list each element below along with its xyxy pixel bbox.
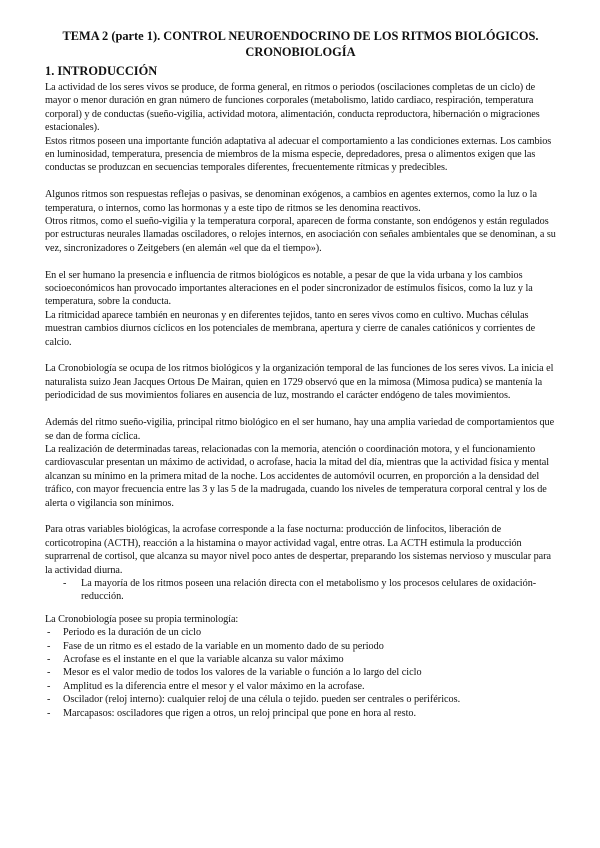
paragraph-9: La realización de determinadas tareas, relacionadas con la memoria, atención o coordinación motora, y el funcionamiento cardiovascular presentan un máximo de actividad, o acrofase, hacia la mitad del día, mientras que la actividad física y mental alcanzan su mínimo en la primera mitad de la noche. Los accidentes de automóvil ocurren, en proporción a la densidad del tráfico, con mayor frecuencia entre las 3 y las 5 de la madrugada, cuando los niveles de temperatura corporal central y los de alerta o vigilancia son mínimos. [45,443,550,509]
paragraph-1: La actividad de los seres vivos se produce, de forma general, en ritmos o periodos (oscilaciones completas de un ciclo) de mayor o menor duración en gran número de funciones corporales (metabolismo, latido cardiaco, respiración, temperatura corporal) y de conductas (sueño-vigilia, actividad motora, alimentación, conducta reproductora, hibernación o migraciones estacionales). [45,82,540,134]
paragraph-11: La Cronobiología posee su propia terminología: [45,613,239,625]
list-item: - Marcapasos: osciladores que rigen a otros, un reloj principal que pone en hora al resto. [47,707,417,719]
paragraph-7: La Cronobiología se ocupa de los ritmos biológicos y la organización temporal de las funciones de los seres vivos. La inicia el naturalista suizo Jean Jacques Ortous De Mairan, quien en 1729 observó que en la mimosa (Mimosa pudica) se mantenía la periodicidad de sus movimientos foliares en ausencia de luz, mostrando el carácter endógeno de tales movimientos. [45,363,554,402]
title-line-2: CRONOBIOLOGÍA [245,45,356,59]
metabolism-bullet-list [45,577,556,604]
terminology-list [45,626,556,720]
document-title [45,28,556,60]
list-item: - Oscilador (reloj interno): cualquier reloj de una célula o tejido. pueden ser centrales o periféricos. [47,694,461,706]
paragraph-2: Estos ritmos poseen una importante función adaptativa al adecuar el comportamiento a las condiciones externas. Los cambios en luminosidad, temperatura, presencia de miembros de la misma especie, depredadores, presa o alimentos exigen que las conductas se produzcan en secuencias temporales diferentes, frecuentemente rítmicas y predecibles. [45,135,552,174]
list-item: - Mesor es el valor medio de todos los valores de la variable o función a lo largo del ciclo [47,667,422,679]
list-item: - Acrofase es el instante en el que la variable alcanza su valor máximo [47,653,344,665]
paragraph-6: La ritmicidad aparece también en neuronas y en diferentes tejidos, tanto en seres vivos como en cultivo. Muchas células muestran cambios diurnos cíclicos en los potenciales de membrana, apertura y cierre de canales catiónicos y corrientes de calcio. [45,309,536,348]
paragraph-3: Algunos ritmos son respuestas reflejas o pasivas, se denominan exógenos, a cambios en agentes externos, como la luz o la temperatura, o internos, como las hormonas y a este tipo de ritmos se les denomina reactivos. [45,189,537,214]
list-item: - Periodo es la duración de un ciclo [47,627,202,639]
list-item: - La mayoría de los ritmos poseen una relación directa con el metabolismo y los procesos celulares de oxidación-reducción. [63,577,537,603]
paragraph-10: Para otras variables biológicas, la acrofase corresponde a la fase nocturna: producción de linfocitos, liberación de corticotropina (ACTH), reacción a la histamina o mayor actividad vagal, entre otras. La ACTH estimula la producción suprarrenal de cortisol, que alcanza su mayor nivel poco antes de despertar, preparando los sistemas nervioso y muscular para la actividad diurna. [45,524,551,576]
paragraph-5: En el ser humano la presencia e influencia de ritmos biológicos es notable, a pesar de que la vida urbana y los cambios socioeconómicos han provocado importantes alteraciones en el poder sincronizador de estímulos físicos, como la luz y la temperatura, sobre la conducta. [45,269,533,308]
section-heading: 1. INTRODUCCIÓN [45,64,158,78]
list-item: - Amplitud es la diferencia entre el mesor y el valor máximo en la acrofase. [47,680,365,692]
paragraph-8: Además del ritmo sueño-vigilia, principal ritmo biológico en el ser humano, hay una amplia variedad de comportamientos que se dan de forma cíclica. [45,417,555,442]
paragraph-4: Otros ritmos, como el sueño-vigilia y la temperatura corporal, aparecen de forma constante, son endógenos y están regulados por estructuras neurales llamadas osciladores, o relojes internos, en asociación con señales ambientales que se denominan, a su vez, sincronizadores o Zeitgebers (en alemán «el que da el tiempo»). [45,216,556,254]
title-line-1: TEMA 2 (parte 1). CONTROL NEUROENDOCRINO DE LOS RITMOS BIOLÓGICOS. [62,29,539,43]
list-item: - Fase de un ritmo es el estado de la variable en un momento dado de su periodo [47,640,384,652]
